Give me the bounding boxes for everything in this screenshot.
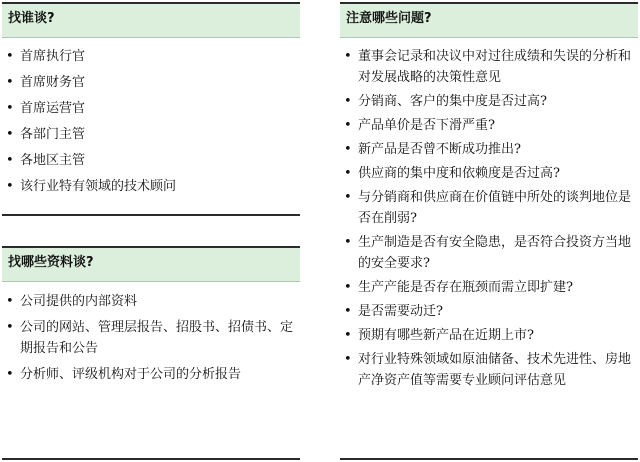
who-panel-title: 找谁谈?: [2, 2, 300, 38]
issues-panel-bottom-rule: [340, 458, 638, 460]
list-item: • 生产产能是否存在瓶颈而需立即扩建?: [340, 277, 638, 298]
list-item: • 公司的网站、管理层报告、招股书、招债书、定期报告和公告: [2, 317, 300, 359]
list-item: • 董事会记录和决议中对过往成绩和失误的分析和对发展战略的决策性意见: [340, 46, 638, 88]
list-item: • 各部门主管: [2, 124, 300, 145]
list-item: • 新产品是否曾不断成功推出?: [340, 139, 638, 160]
who-panel: [2, 2, 300, 216]
materials-panel-title: 找哪些资料谈?: [2, 246, 300, 282]
list-item: • 分析师、评级机构对于公司的分析报告: [2, 364, 300, 385]
issues-panel: [340, 2, 638, 460]
list-item: • 供应商的集中度和依赖度是否过高?: [340, 163, 638, 184]
materials-list: [2, 282, 300, 385]
list-item: • 生产制造是否有安全隐患，是否符合投资方当地的安全要求?: [340, 232, 638, 274]
list-item: • 首席执行官: [2, 46, 300, 67]
list-item: • 对行业特殊领域如原油储备、技术先进性、房地产净资产值等需要专业顾问评估意见: [340, 349, 638, 391]
who-panel-bottom-rule: [2, 214, 300, 216]
who-list: [2, 38, 300, 197]
list-item: • 首席运营官: [2, 98, 300, 119]
list-item: • 分销商、客户的集中度是否过高?: [340, 91, 638, 112]
list-item: • 首席财务官: [2, 72, 300, 93]
list-item: • 产品单价是否下滑严重?: [340, 115, 638, 136]
materials-panel-bottom-rule: [2, 458, 300, 460]
issues-panel-title: 注意哪些问题?: [340, 2, 638, 38]
materials-panel: [2, 246, 300, 460]
list-item: • 与分销商和供应商在价值链中所处的谈判地位是否在削弱?: [340, 187, 638, 229]
list-item: • 各地区主管: [2, 150, 300, 171]
list-item: • 预期有哪些新产品在近期上市?: [340, 325, 638, 346]
list-item: • 公司提供的内部资料: [2, 291, 300, 312]
issues-list: [340, 38, 638, 391]
list-item: • 是否需要动迁?: [340, 301, 638, 322]
list-item: • 该行业特有领域的技术顾问: [2, 176, 300, 197]
